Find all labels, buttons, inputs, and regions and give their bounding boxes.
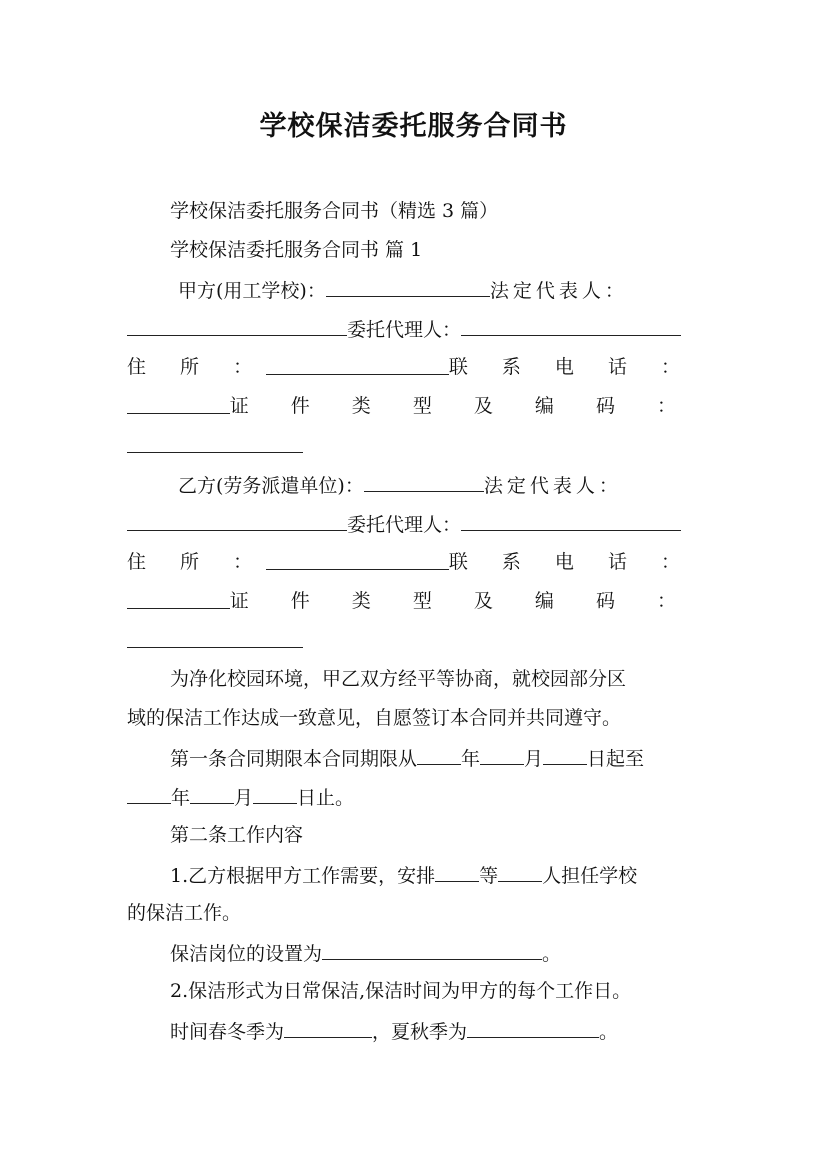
time-b: ，夏秋季为 <box>372 1021 468 1043</box>
article2-time-line <box>170 1017 618 1045</box>
party-b-row-3 <box>127 549 694 575</box>
intro-line-1: 学校保洁委托服务合同书（精选 3 篇） <box>170 200 499 222</box>
article1-line-2 <box>127 783 354 811</box>
party-a-row-1 <box>178 276 628 304</box>
party-b-row-2 <box>127 510 681 538</box>
item1-blank-2 <box>498 861 542 882</box>
spring-winter-blank <box>284 1017 372 1038</box>
article2-item1-line-1 <box>170 861 637 889</box>
article2-item1-line-2: 的保洁工作。 <box>127 902 242 924</box>
party-b-agent-label: 委托代理人： <box>347 514 462 536</box>
para1-line-1: 为净化校园环境，甲乙双方经平等协商，就校园部分区 <box>170 668 627 690</box>
party-b-row-4 <box>127 588 694 614</box>
article1-day-start: 日起至 <box>587 748 645 770</box>
party-b-legal-rep-label: 法定代表人： <box>483 475 622 497</box>
end-year-blank <box>127 783 171 804</box>
party-b-phone-blank <box>127 588 230 609</box>
item1-blank-1 <box>435 861 479 882</box>
document-title: 学校保洁委托服务合同书 <box>259 111 568 142</box>
party-a-id-blank <box>127 432 303 453</box>
item1-b: 等 <box>479 865 499 887</box>
party-a-row-4 <box>127 393 694 419</box>
party-a-name-blank <box>326 276 490 297</box>
party-a-legal-rep-blank <box>127 315 347 336</box>
end-month-blank <box>190 783 234 804</box>
party-b-phone-label: 联 系 电 话 ： <box>448 551 694 573</box>
article1-month2: 月 <box>234 787 254 809</box>
party-b-label: 乙方(劳务派遣单位)： <box>178 475 364 497</box>
party-a-id-label: 证 件 类 型 及 编 码 ： <box>229 395 694 417</box>
para1-line-2: 域的保洁工作达成一致意见，自愿签订本合同并共同遵守。 <box>127 707 622 729</box>
time-c: 。 <box>599 1021 619 1043</box>
time-a: 时间春冬季为 <box>170 1021 285 1043</box>
party-a-address-blank <box>266 354 449 375</box>
party-b-id-label: 证 件 类 型 及 编 码 ： <box>229 590 694 612</box>
party-b-name-blank <box>364 471 484 492</box>
article1-month: 月 <box>524 748 544 770</box>
party-b-address-label: 住 所 ： <box>127 551 267 573</box>
article1-start: 第一条合同期限本合同期限从 <box>170 748 418 770</box>
party-b-row-5 <box>127 627 303 655</box>
party-b-row-1 <box>178 471 622 499</box>
article2-post-line <box>170 939 561 967</box>
start-year-blank <box>417 744 461 765</box>
party-a-row-5 <box>127 432 303 460</box>
party-b-address-blank <box>266 549 449 570</box>
party-a-agent-label: 委托代理人： <box>347 319 462 341</box>
party-b-legal-rep-blank <box>127 510 347 531</box>
party-a-row-2 <box>127 315 681 343</box>
post-a: 保洁岗位的设置为 <box>170 943 323 965</box>
start-month-blank <box>480 744 524 765</box>
post-b: 。 <box>542 943 562 965</box>
party-a-agent-blank <box>461 315 681 336</box>
post-blank <box>322 939 542 960</box>
party-a-legal-rep-label: 法定代表人： <box>489 280 628 302</box>
article1-line-1 <box>170 744 644 772</box>
party-a-phone-label: 联 系 电 话 ： <box>448 356 694 378</box>
summer-autumn-blank <box>467 1017 599 1038</box>
article2-item2: 2.保洁形式为日常保洁,保洁时间为甲方的每个工作日。 <box>170 980 632 1002</box>
article1-year: 年 <box>461 748 481 770</box>
item1-c: 人担任学校 <box>542 865 638 887</box>
party-a-label: 甲方(用工学校)： <box>178 280 326 302</box>
party-b-id-blank <box>127 627 303 648</box>
article2-heading: 第二条工作内容 <box>170 824 304 846</box>
article1-year2: 年 <box>171 787 191 809</box>
end-day-blank <box>253 783 297 804</box>
intro-line-2: 学校保洁委托服务合同书 篇 1 <box>170 239 423 261</box>
party-a-row-3 <box>127 354 694 380</box>
start-day-blank <box>543 744 587 765</box>
party-a-address-label: 住 所 ： <box>127 356 267 378</box>
party-b-agent-blank <box>461 510 681 531</box>
item1-a: 1.乙方根据甲方工作需要，安排 <box>170 865 436 887</box>
party-a-phone-blank <box>127 393 230 414</box>
article1-day-end: 日止。 <box>297 787 355 809</box>
